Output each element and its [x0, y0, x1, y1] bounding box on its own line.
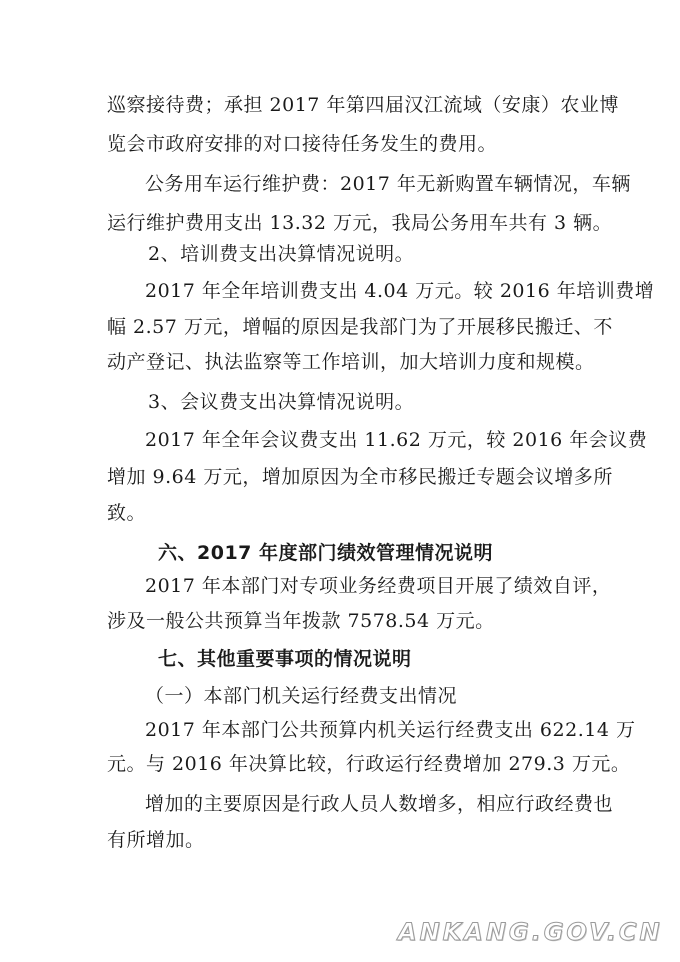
section-heading: 六、2017 年度部门绩效管理情况说明	[158, 542, 493, 564]
paragraph-line: 2017 年本部门公共预算内机关运行经费支出 622.14 万	[145, 719, 636, 741]
paragraph-line: 2017 年全年培训费支出 4.04 万元。较 2016 年培训费增	[145, 280, 655, 302]
paragraph-line: 2017 年全年会议费支出 11.62 万元，较 2016 年会议费	[145, 429, 648, 451]
section-subheading: （一）本部门机关运行经费支出情况	[145, 685, 458, 707]
paragraph-line: 致。	[107, 502, 147, 524]
paragraph-line: 公务用车运行维护费：2017 年无新购置车辆情况，车辆	[145, 173, 631, 195]
paragraph-line: 览会市政府安排的对口接待任务发生的费用。	[107, 133, 498, 155]
section-heading: 七、其他重要事项的情况说明	[158, 648, 412, 670]
paragraph-line: 增加的主要原因是行政人员人数增多，相应行政经费也	[145, 793, 614, 815]
paragraph-line: 动产登记、执法监察等工作培训，加大培训力度和规模。	[107, 351, 595, 373]
paragraph-line: 2017 年本部门对专项业务经费项目开展了绩效自评，	[145, 575, 612, 597]
paragraph-line: 幅 2.57 万元，增幅的原因是我部门为了开展移民搬迁、不	[107, 316, 613, 338]
paragraph-line: 元。与 2016 年决算比较，行政运行经费增加 279.3 万元。	[107, 753, 631, 775]
section-subheading: 2、培训费支出决算情况说明。	[148, 243, 415, 265]
site-watermark: ANKANG.GOV.CN	[398, 918, 663, 946]
paragraph-line: 有所增加。	[107, 829, 205, 851]
section-subheading: 3、会议费支出决算情况说明。	[148, 391, 415, 413]
paragraph-line: 增加 9.64 万元，增加原因为全市移民搬迁专题会议增多所	[107, 466, 613, 488]
paragraph-line: 涉及一般公共预算当年拨款 7578.54 万元。	[107, 610, 495, 632]
paragraph-line: 运行维护费用支出 13.32 万元，我局公务用车共有 3 辆。	[107, 212, 613, 234]
paragraph-line: 巡察接待费；承担 2017 年第四届汉江流域（安康）农业博	[107, 94, 619, 116]
